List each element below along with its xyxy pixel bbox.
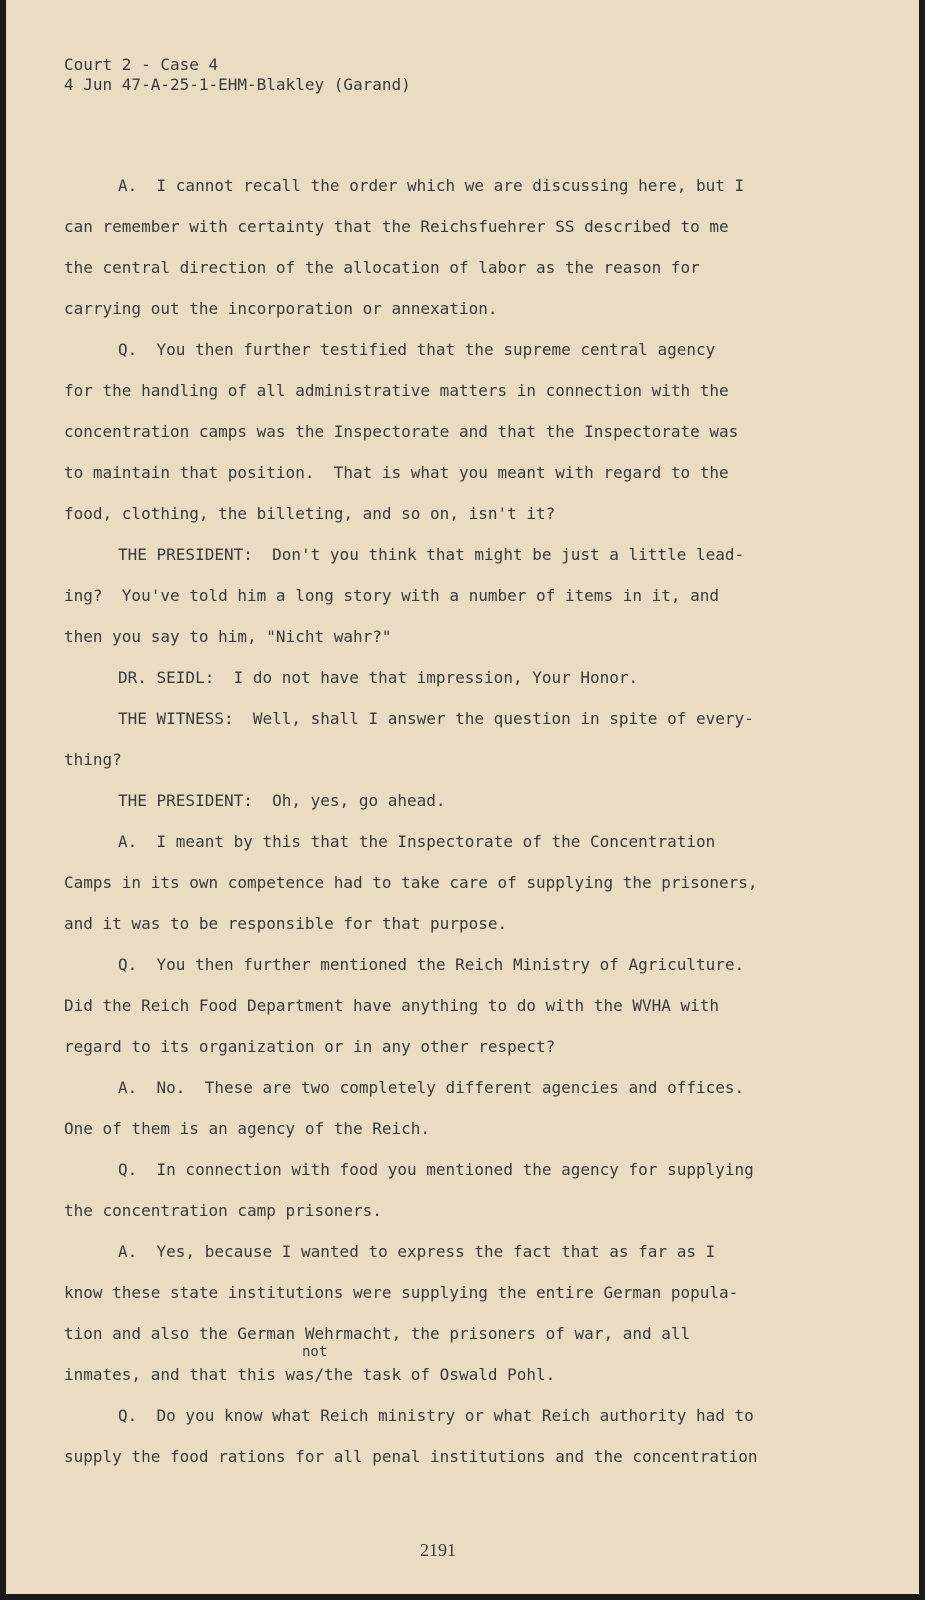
transcript-line: then you say to him, "Nicht wahr?": [64, 627, 392, 646]
transcript-line: ing? You've told him a long story with a number of items in it, and: [64, 586, 720, 605]
transcript-line: and it was to be responsible for that purpose.: [64, 914, 508, 933]
transcript-line: know these state institutions were supplying the entire German popula-: [64, 1283, 739, 1302]
transcript-line: food, clothing, the billeting, and so on, isn't it?: [64, 504, 556, 523]
transcript-line: concentration camps was the Inspectorate and that the Inspectorate was: [64, 422, 739, 441]
scan-edge-left: [0, 0, 6, 1600]
transcript-line: the concentration camp prisoners.: [64, 1201, 382, 1220]
transcript-line: A. No. These are two completely different agencies and offices.: [118, 1078, 745, 1097]
transcript-line: tion and also the German Wehrmacht, the prisoners of war, and all: [64, 1324, 691, 1343]
transcript-line: thing?: [64, 750, 122, 769]
transcript-line: the central direction of the allocation of labor as the reason for: [64, 258, 700, 277]
header-line-2: 4 Jun 47-A-25-1-EHM-Blakley (Garand): [64, 75, 411, 94]
transcript-line: can remember with certainty that the Reichsfuehrer SS described to me: [64, 217, 729, 236]
transcript-line: A. I cannot recall the order which we are discussing here, but I: [118, 176, 745, 195]
transcript-line: Camps in its own competence had to take care of supplying the prisoners,: [64, 873, 758, 892]
transcript-line: carrying out the incorporation or annexation.: [64, 299, 498, 318]
transcript-line: THE WITNESS: Well, shall I answer the question in spite of every-: [118, 709, 754, 728]
transcript-line: Q. You then further mentioned the Reich Ministry of Agriculture.: [118, 955, 745, 974]
transcript-line: One of them is an agency of the Reich.: [64, 1119, 431, 1138]
page-number: 2191: [420, 1540, 456, 1560]
transcript-line: to maintain that position. That is what you meant with regard to the: [64, 463, 729, 482]
transcript-line: DR. SEIDL: I do not have that impression, Your Honor.: [118, 668, 639, 687]
transcript-line: for the handling of all administrative matters in connection with the: [64, 381, 729, 400]
transcript-line: inmates, and that this was/the task of Oswald Pohl.: [64, 1365, 556, 1384]
transcript-line: THE PRESIDENT: Oh, yes, go ahead.: [118, 791, 446, 810]
transcript-line: supply the food rations for all penal institutions and the concentration: [64, 1447, 758, 1466]
scan-edge-right: [919, 0, 925, 1600]
scan-edge-bottom: [0, 1594, 925, 1600]
transcript-line: A. I meant by this that the Inspectorate of the Concentration: [118, 832, 716, 851]
typed-insertion: not: [302, 1344, 328, 1360]
header-line-1: Court 2 - Case 4: [64, 55, 219, 74]
transcript-line: A. Yes, because I wanted to express the fact that as far as I: [118, 1242, 716, 1261]
transcript-line: Q. Do you know what Reich ministry or what Reich authority had to: [118, 1406, 754, 1425]
transcript-line: regard to its organization or in any other respect?: [64, 1037, 556, 1056]
transcript-line: Q. You then further testified that the supreme central agency: [118, 340, 716, 359]
transcript-line: THE PRESIDENT: Don't you think that might be just a little lead-: [118, 545, 745, 564]
transcript-line: Did the Reich Food Department have anything to do with the WVHA with: [64, 996, 720, 1015]
transcript-line: Q. In connection with food you mentioned the agency for supplying: [118, 1160, 754, 1179]
